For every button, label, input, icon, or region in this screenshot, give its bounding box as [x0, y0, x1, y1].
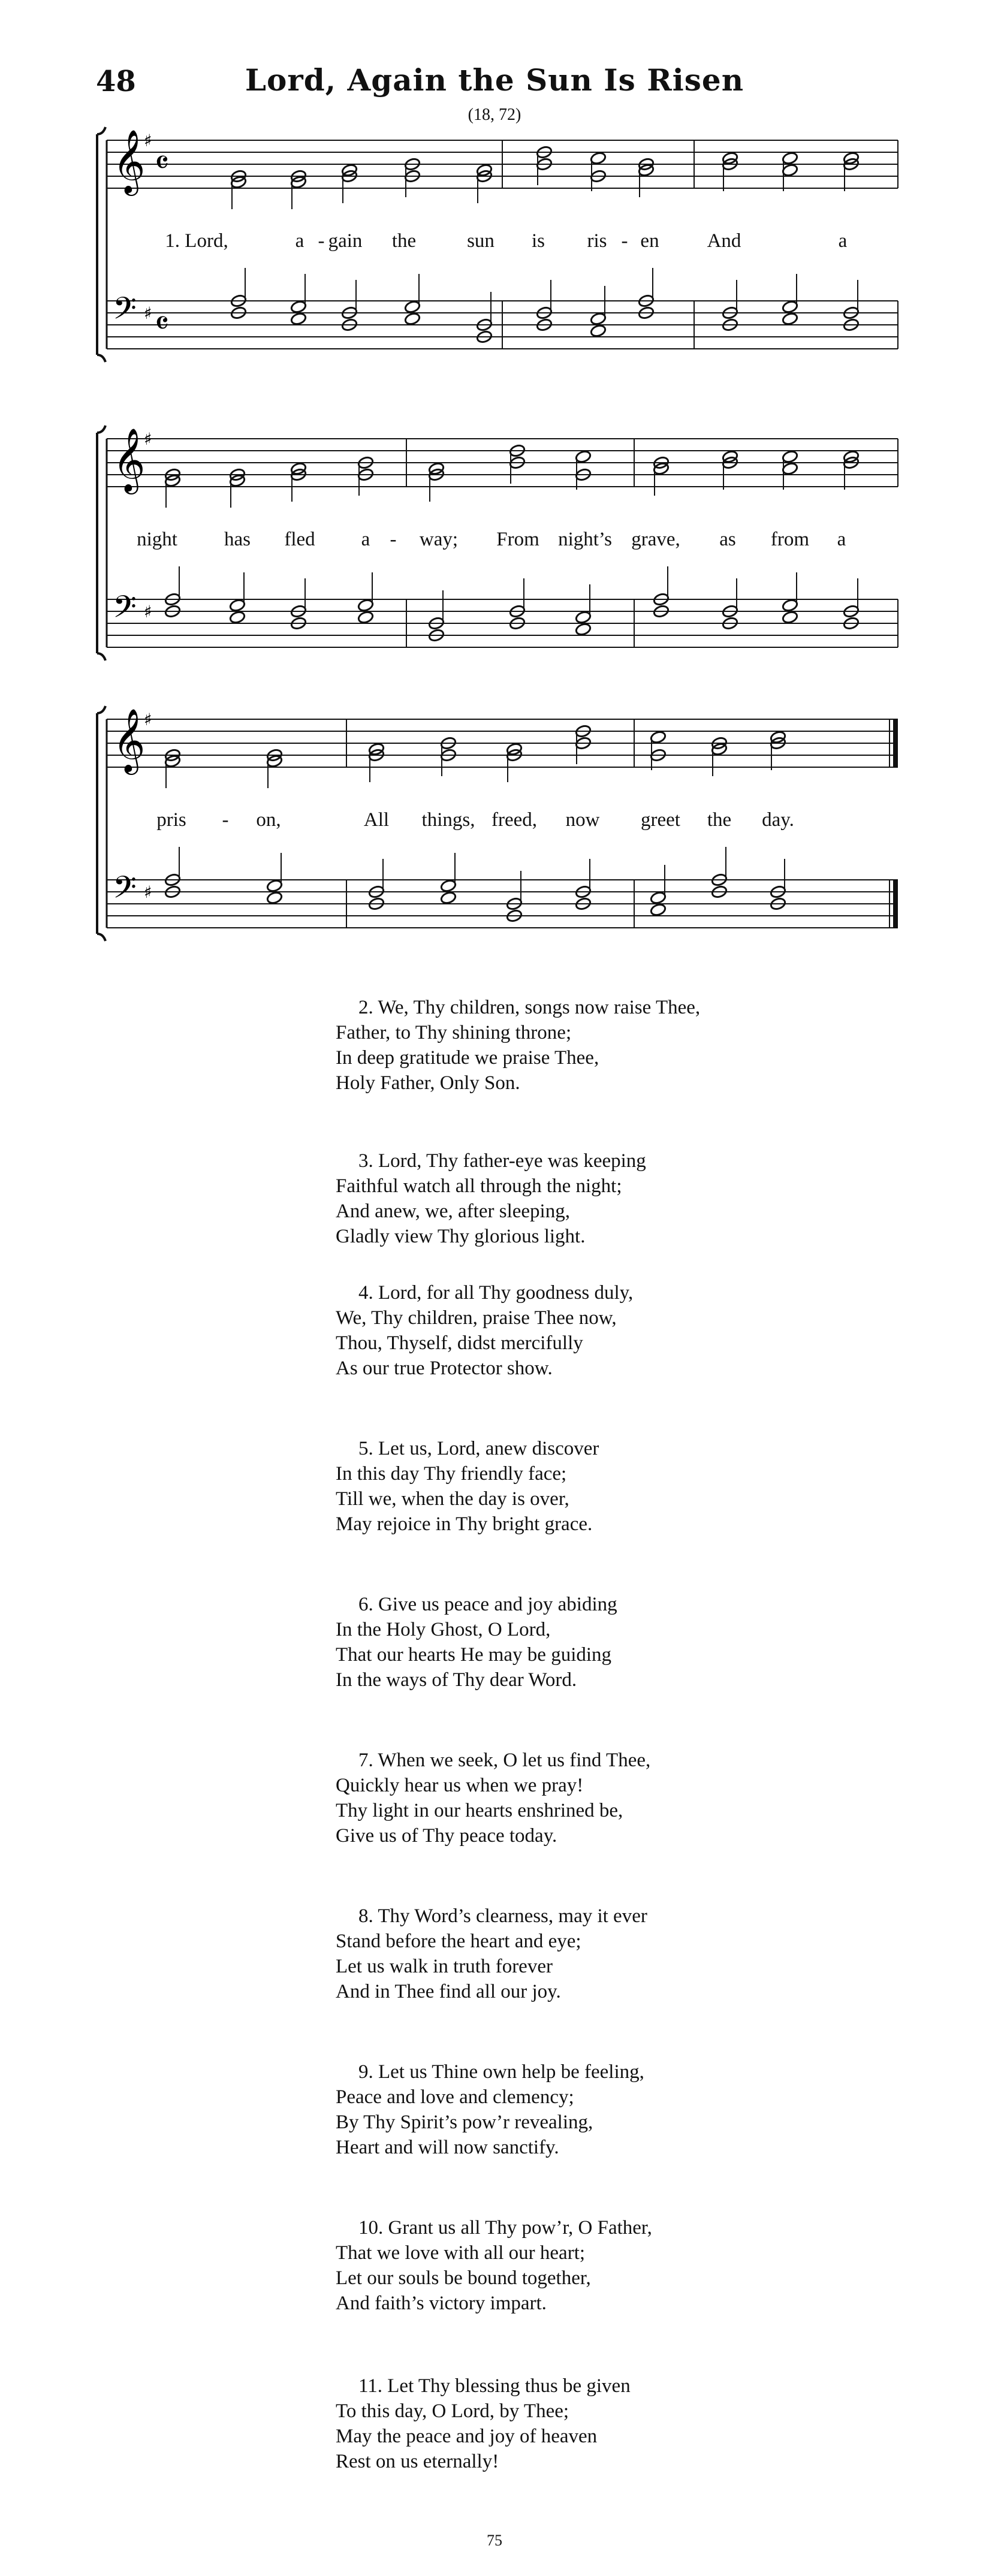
verse-line: 9. Let us Thine own help be feeling, [358, 2061, 644, 2083]
verse-line: 10. Grant us all Thy pow’r, O Father, [358, 2217, 652, 2239]
lyric-syllable: the [391, 230, 417, 252]
lyric-syllable: from [770, 529, 810, 550]
verse-line: Till we, when the day is over, [336, 1488, 569, 1510]
verse-line: Thy light in our hearts enshrined be, [336, 1800, 623, 1821]
verse-line: Rest on us eternally! [336, 2451, 499, 2472]
note-head [357, 610, 374, 624]
common-time-icon: 𝄴 [155, 304, 170, 342]
page-number: 75 [487, 2532, 502, 2549]
verse-stanza [336, 1148, 646, 1249]
lyric-syllable: 1. Lord, [165, 230, 228, 252]
note-head [506, 742, 523, 756]
verse-line: That our hearts He may be guiding [336, 1644, 612, 1666]
note-head [229, 598, 246, 612]
lyric-syllable: - [222, 809, 229, 831]
sharp-icon: ♯ [144, 303, 152, 323]
note-head [440, 879, 457, 892]
note-head [843, 450, 860, 463]
verse-line: By Thy Spirit’s pow’r revealing, [336, 2112, 593, 2133]
system-bracket [97, 426, 105, 660]
note-head [404, 300, 421, 313]
verse-line: 8. Thy Word’s clearness, may it ever [358, 1905, 647, 1927]
lyric-syllable: the [707, 809, 732, 831]
note-head [575, 622, 592, 636]
note-head [404, 312, 421, 325]
verse-line: That we love with all our heart; [336, 2242, 586, 2264]
verse-line: 11. Let Thy blessing thus be given [358, 2375, 631, 2397]
note-head [590, 312, 607, 325]
lyric-syllable: on, [256, 809, 281, 831]
final-barline-thick [893, 880, 898, 928]
sharp-icon: ♯ [144, 131, 152, 150]
lyric-syllable: a [361, 529, 370, 550]
verse-line: To this day, O Lord, by Thee; [336, 2400, 569, 2422]
lyric-syllable: is [531, 230, 545, 252]
verse-line: In the ways of Thy dear Word. [336, 1669, 577, 1691]
lyric-syllable: And [707, 230, 741, 252]
note-head [782, 312, 798, 325]
note-head [440, 891, 457, 904]
verse-line: We, Thy children, praise Thee now, [336, 1307, 617, 1329]
lyric-syllable: - [621, 230, 628, 252]
verse-stanza [336, 2059, 644, 2160]
note-head [722, 450, 738, 463]
lyric-syllable: sun [467, 230, 494, 252]
verse-line: And anew, we, after sleeping, [336, 1200, 570, 1222]
verse-line: Gladly view Thy glorious light. [336, 1226, 586, 1247]
bass-clef-icon: 𝄢 [113, 589, 137, 632]
note-head [290, 312, 307, 325]
final-barline-thick [893, 719, 898, 767]
bass-clef-icon: 𝄢 [113, 869, 137, 913]
note-head [341, 163, 358, 177]
verse-line: 6. Give us peace and joy abiding [358, 1594, 617, 1615]
lyric-syllable: - [390, 529, 397, 550]
note-head [290, 461, 307, 475]
note-head [575, 610, 592, 624]
note-head [782, 461, 798, 475]
treble-clef-icon: 𝄞 [113, 708, 146, 772]
note-head [843, 151, 860, 165]
verse-stanza [336, 995, 700, 1096]
verse-line: May rejoice in Thy bright grace. [336, 1513, 593, 1535]
lyric-syllable: a [295, 230, 304, 252]
note-head [782, 300, 798, 313]
note-head [428, 461, 445, 475]
note-head [650, 730, 667, 744]
verse-line: Give us of Thy peace today. [336, 1825, 557, 1847]
verse-stanza [336, 2215, 652, 2316]
lyric-syllable: gain [328, 230, 363, 252]
note-head [722, 151, 738, 165]
verse-line: 5. Let us, Lord, anew discover [358, 1438, 599, 1459]
note-head [357, 598, 374, 612]
note-head [575, 450, 592, 463]
lyric-syllable: things, [421, 809, 475, 831]
verse-line: And in Thee find all our joy. [336, 1981, 561, 2002]
lyric-syllable: en [640, 230, 659, 252]
lyric-syllable: a [838, 230, 848, 252]
verse-line: As our true Protector show. [336, 1358, 553, 1379]
music-system [95, 706, 898, 946]
lyric-syllable: greet [641, 809, 680, 831]
lyric-syllable: grave, [631, 529, 680, 550]
verse-line: May the peace and joy of heaven [336, 2426, 598, 2447]
verse-line: Thou, Thyself, didst mercifully [336, 1332, 583, 1354]
note-head [590, 151, 607, 165]
note-head [650, 903, 667, 916]
hymn-number: 48 [96, 65, 136, 98]
lyric-syllable: night’s [558, 529, 612, 550]
music-system [95, 127, 898, 367]
common-time-icon: 𝄴 [155, 144, 170, 182]
note-head [290, 300, 307, 313]
verse-line: Quickly hear us when we pray! [336, 1775, 584, 1796]
sharp-icon: ♯ [144, 710, 152, 729]
lyric-syllable: as [719, 529, 736, 550]
system-bracket [97, 706, 105, 941]
verse-stanza [336, 1748, 650, 1848]
lyric-syllable: fled [284, 529, 315, 550]
note-head [782, 450, 798, 463]
verse-line: Let our souls be bound together, [336, 2267, 591, 2289]
note-head [476, 163, 493, 177]
note-head [782, 610, 798, 624]
sharp-icon: ♯ [144, 882, 152, 902]
lyric-syllable: night [137, 529, 177, 550]
treble-clef-icon: 𝄞 [113, 129, 146, 193]
music-system [95, 426, 898, 665]
lyric-syllable: day. [762, 809, 794, 831]
note-head [590, 324, 607, 337]
treble-clef-icon: 𝄞 [113, 427, 146, 491]
note-head [782, 598, 798, 612]
note-head [368, 742, 385, 756]
lyric-syllable: way; [419, 529, 459, 550]
lyric-syllable: ris [587, 230, 607, 252]
verse-line: 2. We, Thy children, songs now raise Thee, [358, 997, 701, 1018]
verse-line: Peace and love and clemency; [336, 2086, 574, 2108]
system-bracket [97, 127, 105, 362]
note-head [782, 151, 798, 165]
lyric-syllable: has [224, 529, 251, 550]
hymn-reference: (18, 72) [468, 105, 521, 124]
bass-clef-icon: 𝄢 [113, 290, 137, 334]
verse-line: Faithful watch all through the night; [336, 1175, 622, 1197]
note-head [266, 879, 283, 892]
note-head [770, 730, 786, 744]
verse-line: Heart and will now sanctify. [336, 2137, 559, 2158]
verse-line: In this day Thy friendly face; [336, 1463, 567, 1485]
verse-stanza [336, 1280, 633, 1381]
verse-line: In deep gratitude we praise Thee, [336, 1047, 599, 1069]
verse-stanza [336, 1436, 599, 1537]
verse-line: Let us walk in truth forever [336, 1956, 553, 1977]
verse-stanza [336, 1592, 617, 1693]
lyric-syllable: freed, [491, 809, 538, 831]
note-head [650, 891, 667, 904]
verse-line: Stand before the heart and eye; [336, 1931, 581, 1952]
lyric-syllable: pris [156, 809, 186, 831]
lyric-syllable: From [496, 529, 539, 550]
verse-line: Father, to Thy shining throne; [336, 1022, 572, 1043]
sharp-icon: ♯ [144, 429, 152, 449]
note-head [229, 610, 246, 624]
verse-line: Holy Father, Only Son. [336, 1072, 520, 1094]
hymn-title: Lord, Again the Sun Is Risen [245, 62, 744, 98]
verse-line: 3. Lord, Thy father-eye was keeping [358, 1150, 646, 1172]
lyric-syllable: a [837, 529, 846, 550]
lyric-syllable: now [565, 809, 600, 831]
note-head [782, 163, 798, 177]
lyric-syllable: - [318, 230, 325, 252]
verse-line: 4. Lord, for all Thy goodness duly, [358, 1282, 634, 1304]
lyric-syllable: All [363, 809, 390, 831]
verse-line: In the Holy Ghost, O Lord, [336, 1619, 551, 1640]
verse-stanza [336, 2373, 631, 2474]
verse-stanza [336, 1904, 647, 2004]
sharp-icon: ♯ [144, 602, 152, 622]
note-head [266, 891, 283, 904]
verse-line: 7. When we seek, O let us find Thee, [358, 1749, 651, 1771]
verse-line: And faith’s victory impart. [336, 2293, 547, 2314]
